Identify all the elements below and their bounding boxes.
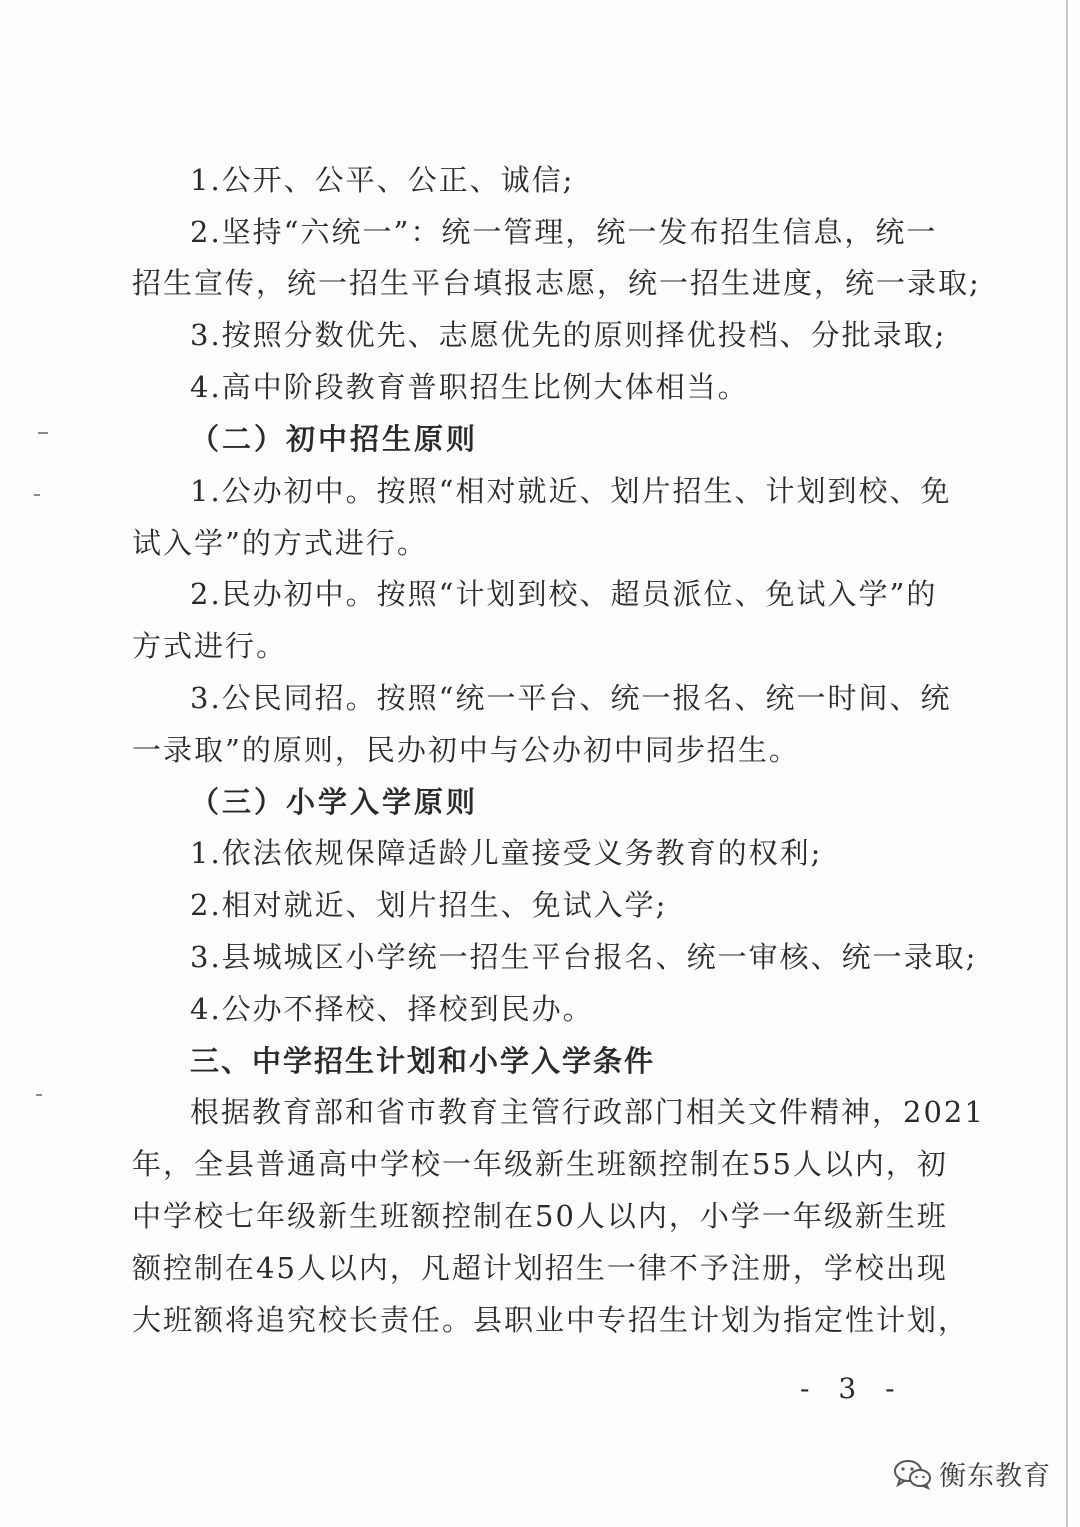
wechat-icon [893, 1458, 933, 1490]
text-line: 大班额将追究校长责任。县职业中专招生计划为指定性计划， [132, 1303, 970, 1337]
text-line: 1.依法依规保障适龄儿童接受义务教育的权利; [190, 836, 823, 870]
text-line: 1.公办初中。按照“相对就近、划片招生、计划到校、免 [190, 474, 952, 508]
text-line: 1.公开、公平、公正、诚信; [190, 163, 575, 197]
text-line: 额控制在45人以内，凡超计划招生一律不予注册，学校出现 [132, 1251, 948, 1285]
watermark [893, 1454, 1051, 1493]
scan-mark [38, 432, 48, 434]
sub-heading-primary: （三）小学入学原则 [190, 785, 479, 819]
text-line: 4.公办不择校、择校到民办。 [190, 992, 594, 1026]
scan-mark [36, 1094, 42, 1096]
sub-heading-junior-high: （二）初中招生原则 [190, 422, 479, 456]
page-number: - 3 - [800, 1372, 905, 1405]
text-line: 3.县城城区小学统一招生平台报名、统一审核、统一录取; [190, 940, 978, 974]
text-line: 2.相对就近、划片招生、免试入学; [190, 888, 668, 922]
text-line: 年，全县普通高中学校一年级新生班额控制在55人以内，初 [132, 1147, 948, 1181]
watermark-text: 衡东教育 [939, 1461, 1051, 1492]
text-line: 试入学”的方式进行。 [132, 526, 428, 560]
scan-edge-line [1066, 0, 1068, 1527]
text-line: 3.公民同招。按照“统一平台、统一报名、统一时间、统 [190, 681, 952, 715]
section-heading: 三、中学招生计划和小学入学条件 [190, 1044, 656, 1078]
scan-mark [34, 494, 40, 496]
text-line: 方式进行。 [132, 629, 288, 663]
text-line: 3.按照分数优先、志愿优先的原则择优投档、分批录取; [190, 318, 947, 352]
text-line: 中学校七年级新生班额控制在50人以内，小学一年级新生班 [132, 1199, 948, 1233]
text-line: 根据教育部和省市教育主管行政部门相关文件精神，2021 [190, 1095, 985, 1129]
text-line: 招生宣传，统一招生平台填报志愿，统一招生进度，统一录取; [132, 266, 981, 300]
text-line: 2.民办初中。按照“计划到校、超员派位、免试入学”的 [190, 577, 938, 611]
text-line: 4.高中阶段教育普职招生比例大体相当。 [190, 370, 749, 404]
text-line: 一录取”的原则，民办初中与公办初中同步招生。 [132, 733, 800, 767]
text-line: 2.坚持“六统一”：统一管理，统一发布招生信息，统一 [190, 215, 938, 249]
